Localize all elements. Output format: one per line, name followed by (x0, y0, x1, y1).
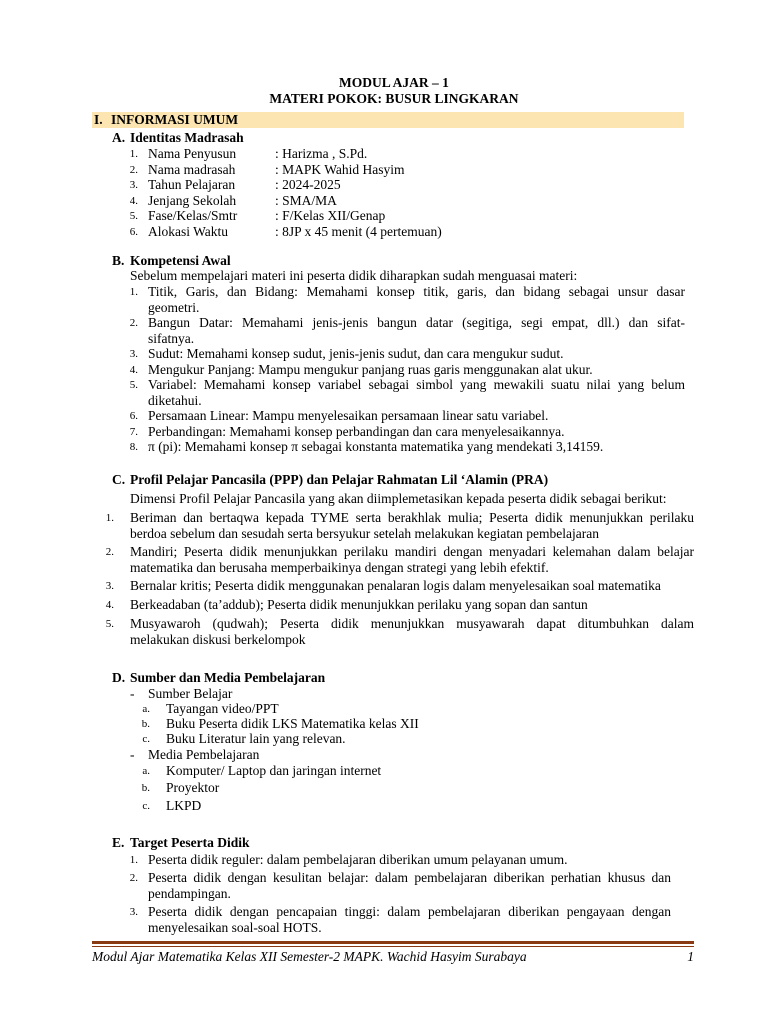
item-text-continued: geometri. (148, 299, 200, 315)
page-number: 1 (687, 949, 694, 964)
item-text: Bernalar kritis; Peserta didik menggunakan penalaran logis dalam menyelesaikan soal matematika (130, 578, 661, 593)
item-letter: a. (142, 703, 150, 715)
item-text: Peserta didik dengan kesulitan belajar: dalam pembelajaran diberikan perhatian khusus dan (148, 870, 671, 885)
page-footer (92, 949, 694, 965)
kompetensi-intro: Sebelum mempelajari materi ini peserta didik diharapkan sudah menguasai materi: (130, 268, 578, 283)
item-number: 4. (105, 599, 114, 611)
item-number: 2. (129, 317, 138, 329)
item-letter: a. (142, 765, 150, 777)
item-text: Buku Literatur lain yang relevan. (166, 731, 346, 746)
module-title: MODUL AJAR – 1 (339, 75, 449, 90)
item-text: Buku Peserta didik LKS Matematika kelas XII (166, 716, 419, 731)
item-text: Mandiri; Peserta didik menunjukkan perilaku mandiri dengan menyadari kelemahan dalam belajar (130, 544, 694, 559)
item-text: Sudut: Memahami konsep sudut, jenis-jenis sudut, dan cara mengukur sudut. (148, 346, 564, 361)
heading-text: Profil Pelajar Pancasila (PPP) dan Pelajar Rahmatan Lil ‘Alamin (PRA) (130, 472, 549, 487)
row-key: Alokasi Waktu (148, 223, 229, 239)
item-text: Peserta didik reguler: dalam pembelajaran diberikan umum pelayanan umum. (148, 852, 568, 867)
row-number: 6. (129, 225, 138, 238)
group-title-sumber-belajar: Sumber Belajar (148, 686, 233, 701)
item-text: Komputer/ Laptop dan jaringan internet (166, 763, 382, 778)
item-number: 3. (129, 906, 138, 918)
item-text-continued: melakukan diskusi berkelompok (130, 631, 306, 647)
item-letter: c. (142, 733, 150, 745)
item-text: π (pi): Memahami konsep π sebagai konstanta matematika yang mendekati 3,14159. (148, 439, 604, 454)
item-text-continued: diketahui. (148, 392, 202, 408)
row-number: 5. (129, 210, 138, 222)
group-title-media-pembelajaran: Media Pembelajaran (148, 747, 260, 762)
row-value: : F/Kelas XII/Genap (275, 208, 386, 223)
section-title: INFORMASI UMUM (111, 112, 239, 127)
row-key: Jenjang Sekolah (148, 192, 237, 208)
row-value: : 2024-2025 (275, 177, 341, 192)
row-key: Tahun Pelajaran (148, 177, 236, 192)
item-number: 5. (105, 618, 114, 630)
footer-rule-thick (92, 941, 694, 944)
item-number: 6. (129, 410, 138, 422)
section-heading-informasi-umum (92, 112, 684, 128)
item-number: 1. (129, 854, 138, 866)
item-text: Peserta didik dengan pencapaian tinggi: dalam pembelajaran diberikan pengayaan dengan (148, 904, 671, 919)
item-number: 5. (129, 379, 138, 391)
row-number: 1. (129, 148, 138, 160)
module-subtitle: MATERI POKOK: BUSUR LINGKARAN (269, 91, 519, 106)
item-text: Perbandingan: Memahami konsep perbandingan dan cara menyelesaikannya. (148, 423, 565, 439)
item-text-continued: sifatnya. (148, 330, 195, 346)
item-letter: b. (141, 718, 150, 730)
item-number: 3. (129, 348, 138, 360)
heading-text: Target Peserta Didik (130, 835, 250, 850)
item-text: Beriman dan bertaqwa kepada TYME serta berakhlak mulia; Peserta didik menunjukkan perilaku (130, 510, 694, 525)
item-text-continued: menyelesaikan soal-soal HOTS. (148, 919, 322, 935)
heading-label: C. (112, 472, 126, 487)
item-number: 1. (129, 286, 138, 298)
item-text: Proyektor (166, 780, 220, 795)
item-text-continued: berdoa sebelum dan sesudah serta bersyukur setelah melakukan kegiatan pembelajaran (130, 525, 599, 541)
row-key: Fase/Kelas/Smtr (148, 208, 238, 223)
heading-label: E. (112, 835, 125, 850)
row-value: : SMA/MA (275, 192, 337, 208)
item-letter: b. (141, 782, 150, 794)
heading-label: B. (112, 253, 125, 268)
heading-text: Kompetensi Awal (130, 253, 231, 268)
footer-rule-thin (92, 946, 694, 947)
row-value: : Harizma , S.Pd. (275, 146, 368, 161)
item-number: 2. (105, 546, 114, 558)
row-key: Nama madrasah (148, 161, 236, 177)
item-text: Titik, Garis, dan Bidang: Memahami konsep titik, garis, dan bidang sebagai unsur dasar (148, 284, 685, 299)
item-text: LKPD (166, 798, 202, 813)
heading-label: A. (112, 130, 126, 145)
item-number: 2. (129, 872, 138, 884)
item-text: Tayangan video/PPT (166, 701, 279, 716)
row-number: 4. (129, 194, 138, 207)
item-number: 1. (105, 512, 114, 524)
group-dash: - (130, 747, 135, 762)
item-number: 8. (129, 441, 138, 453)
row-number: 2. (129, 163, 138, 176)
item-text: Musyawaroh (qudwah); Peserta didik menunjukkan musyawarah dapat ditumbuhkan dalam (130, 616, 694, 631)
item-letter: c. (142, 800, 150, 812)
profil-intro: Dimensi Profil Pelajar Pancasila yang akan diimplemetasikan kepada peserta didik sebagai berikut: (130, 491, 667, 506)
item-number: 3. (105, 580, 114, 592)
group-dash: - (130, 686, 135, 701)
item-text: Variabel: Memahami konsep variabel sebagai simbol yang mewakili suatu nilai yang belum (148, 377, 685, 392)
item-text-continued: matematika dan berusaha memperbaikinya dengan strategi yang lebih efektif. (130, 559, 549, 575)
row-key: Nama Penyusun (148, 146, 237, 161)
footer-text: Modul Ajar Matematika Kelas XII Semester-2 MAPK. Wachid Hasyim Surabaya (92, 949, 527, 964)
row-value: : 8JP x 45 menit (4 pertemuan) (275, 223, 442, 239)
item-number: 4. (129, 363, 138, 376)
item-text-continued: pendampingan. (148, 885, 231, 901)
row-number: 3. (129, 179, 138, 191)
item-text: Berkeadaban (ta’addub); Peserta didik menunjukkan perilaku yang sopan dan santun (130, 597, 588, 612)
item-text: Mengukur Panjang: Mampu mengukur panjang ruas garis menggunakan alat ukur. (148, 361, 593, 377)
section-number: I. (94, 112, 103, 127)
heading-text: Sumber dan Media Pembelajaran (130, 670, 326, 685)
row-value: : MAPK Wahid Hasyim (275, 161, 405, 177)
item-number: 7. (129, 425, 138, 438)
heading-label: D. (112, 670, 126, 685)
item-text: Bangun Datar: Memahami jenis-jenis bangun datar (segitiga, segi empat, dll.) dan sifat- (148, 315, 685, 330)
heading-text: Identitas Madrasah (130, 130, 244, 145)
item-text: Persamaan Linear: Mampu menyelesaikan persamaan linear satu variabel. (148, 408, 549, 423)
